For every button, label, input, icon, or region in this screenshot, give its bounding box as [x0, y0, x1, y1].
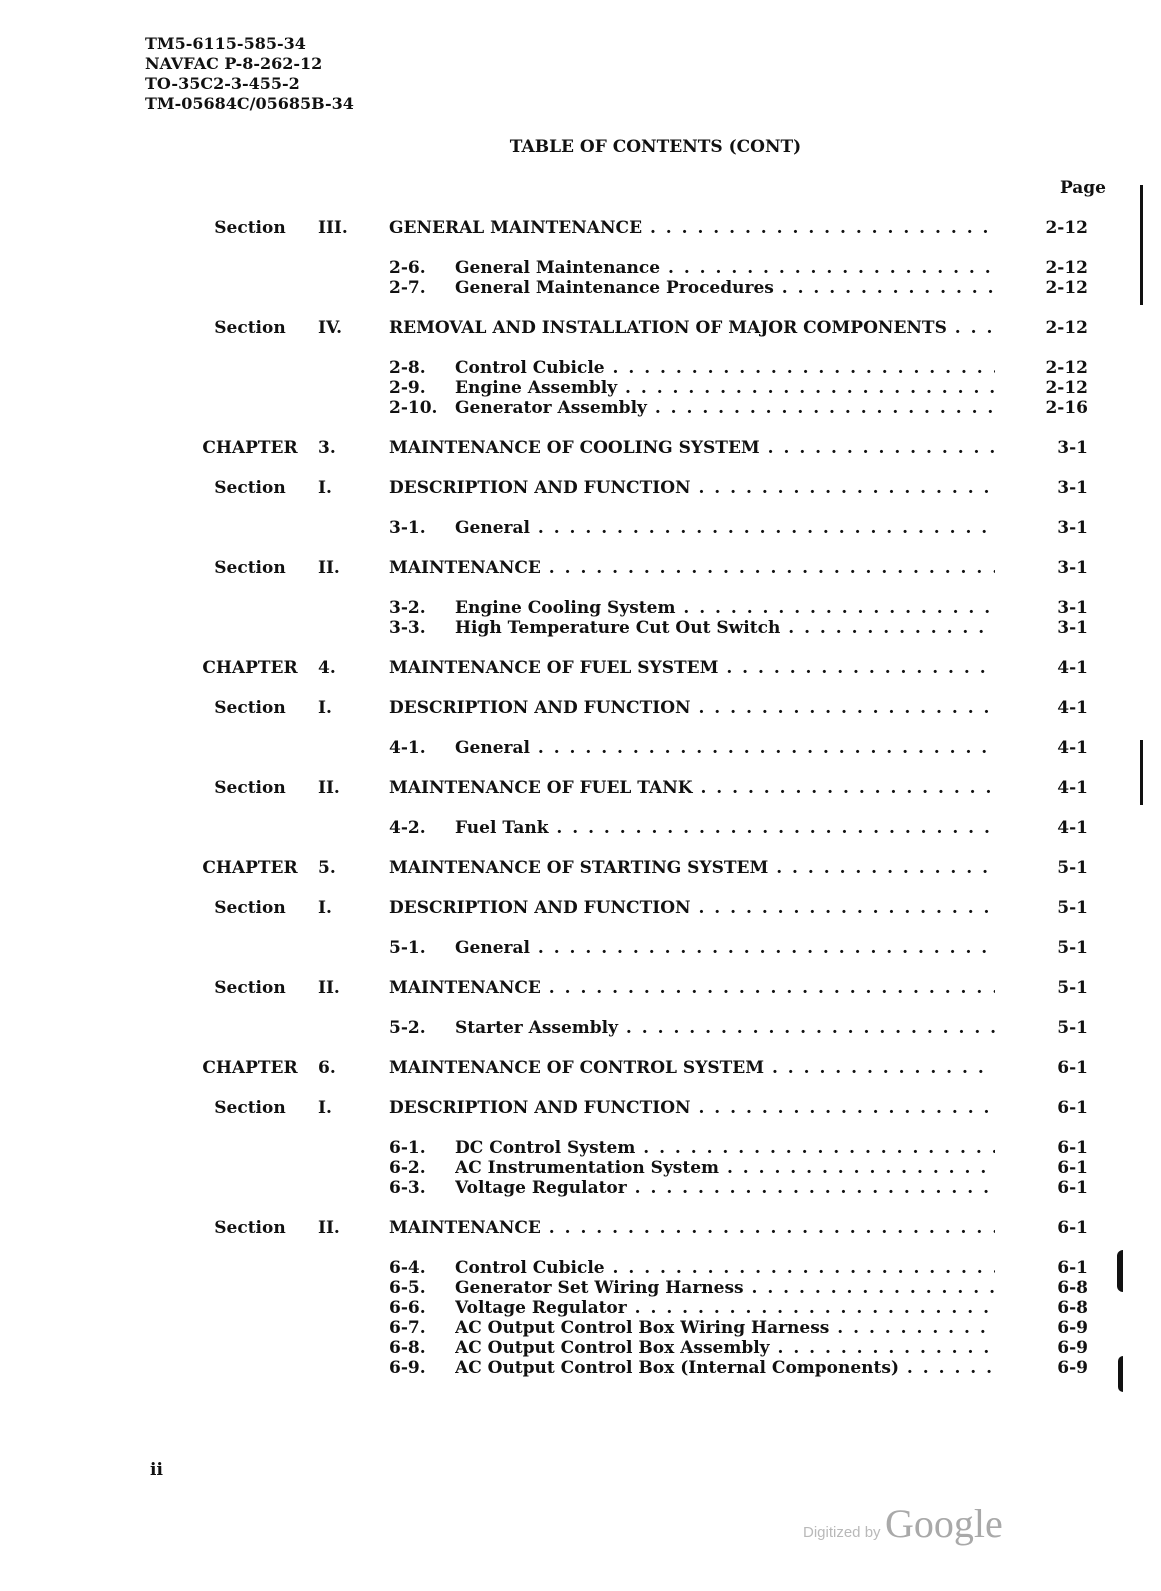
toc-section-row	[0, 978, 1161, 998]
toc-item-title: Engine Assembly . . .	[455, 378, 995, 398]
toc-page-ref: 5-1	[1057, 858, 1088, 878]
toc-item-row	[0, 1318, 1161, 1338]
toc-section-label: Section	[214, 478, 286, 498]
toc-item-title: AC Output Control Box (Internal Components) . . .	[455, 1358, 995, 1378]
toc-section-row	[0, 1098, 1161, 1118]
toc-item-title: Engine Cooling System . . .	[455, 598, 995, 618]
toc-page-ref: 6-9	[1057, 1338, 1088, 1358]
toc-page-ref: 3-1	[1057, 478, 1088, 498]
watermark-brand: Google	[885, 1501, 1003, 1546]
toc-section-label: Section	[214, 558, 286, 578]
toc-item-title: Control Cubicle . . .	[455, 358, 995, 378]
toc-item-number: 6-2.	[389, 1158, 426, 1178]
toc-item-number: 6-3.	[389, 1178, 426, 1198]
toc-section-title: DESCRIPTION AND FUNCTION . . .	[389, 1098, 995, 1118]
toc-item-row	[0, 618, 1161, 638]
toc-page-ref: 6-9	[1057, 1318, 1088, 1338]
toc-page-ref: 4-1	[1057, 818, 1088, 838]
toc-item-row	[0, 518, 1161, 538]
toc-page-ref: 6-1	[1057, 1138, 1088, 1158]
toc-section-label: Section	[214, 1098, 286, 1118]
toc-item-row	[0, 1258, 1161, 1278]
toc-page-ref: 4-1	[1057, 738, 1088, 758]
toc-section-label: Section	[214, 218, 286, 238]
toc-section-label: Section	[214, 698, 286, 718]
toc-item-number: 2-8.	[389, 358, 426, 378]
toc-page-ref: 4-1	[1057, 658, 1088, 678]
toc-page-ref: 6-1	[1057, 1098, 1088, 1118]
toc-item-row	[0, 1158, 1161, 1178]
toc-page-ref: 2-12	[1045, 258, 1088, 278]
toc-section-title: DESCRIPTION AND FUNCTION . . .	[389, 478, 995, 498]
toc-item-number: 5-2.	[389, 1018, 426, 1038]
toc-item-number: 5-1.	[389, 938, 426, 958]
digitized-watermark	[803, 1500, 1003, 1547]
toc-section-label: Section	[214, 1218, 286, 1238]
toc-page-ref: 3-1	[1057, 438, 1088, 458]
doc-id-line: TM-05684C/05685B-34	[145, 94, 354, 113]
toc-item-title: Fuel Tank . . .	[455, 818, 995, 838]
toc-item-number: 6-6.	[389, 1298, 426, 1318]
toc-section-row	[0, 1218, 1161, 1238]
toc-section-number: I.	[318, 898, 332, 918]
toc-page-ref: 2-12	[1045, 218, 1088, 238]
toc-section-label: Section	[214, 318, 286, 338]
toc-page-ref: 2-12	[1045, 358, 1088, 378]
toc-section-row	[0, 318, 1161, 338]
toc-chapter-row	[0, 438, 1161, 458]
toc-section-number: II.	[318, 1218, 340, 1238]
toc-page-ref: 3-1	[1057, 518, 1088, 538]
toc-chapter-number: 3.	[318, 438, 336, 458]
toc-item-row	[0, 1358, 1161, 1378]
toc-section-title: MAINTENANCE . . .	[389, 978, 995, 998]
toc-item-number: 6-5.	[389, 1278, 426, 1298]
toc-chapter-label: CHAPTER	[202, 438, 298, 458]
toc-page-ref: 2-12	[1045, 318, 1088, 338]
toc-chapter-row	[0, 858, 1161, 878]
toc-item-title: General . . .	[455, 938, 995, 958]
toc-item-row	[0, 258, 1161, 278]
toc-section-number: IV.	[318, 318, 343, 338]
toc-item-number: 2-7.	[389, 278, 426, 298]
toc-chapter-row	[0, 1058, 1161, 1078]
toc-item-number: 4-1.	[389, 738, 426, 758]
toc-chapter-title: MAINTENANCE OF STARTING SYSTEM . . .	[389, 858, 995, 878]
toc-item-number: 4-2.	[389, 818, 426, 838]
footer-page-number: ii	[150, 1460, 163, 1480]
toc-section-label: Section	[214, 898, 286, 918]
toc-item-number: 6-8.	[389, 1338, 426, 1358]
toc-item-title: Generator Set Wiring Harness . . .	[455, 1278, 995, 1298]
toc-item-row	[0, 358, 1161, 378]
toc-page-ref: 6-1	[1057, 1178, 1088, 1198]
toc-page-ref: 6-1	[1057, 1218, 1088, 1238]
scan-edge-mark	[1118, 1356, 1123, 1392]
toc-section-row	[0, 558, 1161, 578]
toc-item-row	[0, 1298, 1161, 1318]
toc-item-number: 6-9.	[389, 1358, 426, 1378]
toc-item-title: AC Instrumentation System . . .	[455, 1158, 995, 1178]
toc-chapter-row	[0, 658, 1161, 678]
toc-item-title: General Maintenance Procedures . . .	[455, 278, 995, 298]
toc-item-row	[0, 1338, 1161, 1358]
toc-section-label: Section	[214, 978, 286, 998]
toc-item-row	[0, 738, 1161, 758]
doc-id-line: TM5-6115-585-34	[145, 34, 306, 53]
toc-chapter-number: 6.	[318, 1058, 336, 1078]
toc-chapter-label: CHAPTER	[202, 658, 298, 678]
toc-page-ref: 6-1	[1057, 1158, 1088, 1178]
document-id-block	[145, 34, 354, 114]
toc-page-ref: 3-1	[1057, 618, 1088, 638]
toc-item-number: 6-4.	[389, 1258, 426, 1278]
toc-item-row	[0, 1278, 1161, 1298]
toc-item-title: AC Output Control Box Assembly . . .	[455, 1338, 995, 1358]
toc-item-title: Voltage Regulator . . .	[455, 1178, 995, 1198]
toc-section-number: I.	[318, 698, 332, 718]
toc-section-number: II.	[318, 778, 340, 798]
toc-item-title: Voltage Regulator . . .	[455, 1298, 995, 1318]
toc-chapter-number: 5.	[318, 858, 336, 878]
toc-item-row	[0, 378, 1161, 398]
toc-item-title: General . . .	[455, 738, 995, 758]
toc-item-title: Control Cubicle . . .	[455, 1258, 995, 1278]
toc-section-number: I.	[318, 478, 332, 498]
watermark-prefix: Digitized by	[803, 1524, 881, 1541]
toc-item-title: Starter Assembly . . .	[455, 1018, 995, 1038]
toc-section-title: DESCRIPTION AND FUNCTION . . .	[389, 898, 995, 918]
toc-page-ref: 5-1	[1057, 898, 1088, 918]
toc-section-row	[0, 698, 1161, 718]
toc-chapter-label: CHAPTER	[202, 1058, 298, 1078]
toc-item-number: 2-6.	[389, 258, 426, 278]
toc-page-ref: 6-8	[1057, 1278, 1088, 1298]
toc-page-ref: 2-12	[1045, 378, 1088, 398]
toc-item-row	[0, 1178, 1161, 1198]
toc-chapter-title: MAINTENANCE OF COOLING SYSTEM . . .	[389, 438, 995, 458]
toc-item-title: High Temperature Cut Out Switch . . .	[455, 618, 995, 638]
toc-section-title: MAINTENANCE . . .	[389, 1218, 995, 1238]
toc-section-label: Section	[214, 778, 286, 798]
scan-edge-mark	[1140, 185, 1143, 305]
toc-item-row	[0, 1018, 1161, 1038]
toc-chapter-title: MAINTENANCE OF FUEL SYSTEM . . .	[389, 658, 995, 678]
toc-item-number: 3-3.	[389, 618, 426, 638]
toc-section-title: GENERAL MAINTENANCE . . .	[389, 218, 995, 238]
toc-section-row	[0, 218, 1161, 238]
toc-item-number: 6-7.	[389, 1318, 426, 1338]
toc-section-title: MAINTENANCE OF FUEL TANK . . .	[389, 778, 995, 798]
toc-item-number: 3-1.	[389, 518, 426, 538]
toc-section-title: MAINTENANCE . . .	[389, 558, 995, 578]
toc-chapter-number: 4.	[318, 658, 336, 678]
toc-page-ref: 6-9	[1057, 1358, 1088, 1378]
toc-section-number: II.	[318, 978, 340, 998]
scan-edge-mark	[1140, 740, 1143, 805]
toc-page-ref: 2-16	[1045, 398, 1088, 418]
toc-item-row	[0, 1138, 1161, 1158]
toc-item-number: 2-9.	[389, 378, 426, 398]
toc-item-title: General . . .	[455, 518, 995, 538]
toc-page-ref: 3-1	[1057, 558, 1088, 578]
toc-chapter-title: MAINTENANCE OF CONTROL SYSTEM . . .	[389, 1058, 995, 1078]
toc-section-title: DESCRIPTION AND FUNCTION . . .	[389, 698, 995, 718]
toc-page-ref: 6-8	[1057, 1298, 1088, 1318]
toc-item-row	[0, 818, 1161, 838]
toc-item-row	[0, 398, 1161, 418]
toc-section-row	[0, 478, 1161, 498]
toc-item-row	[0, 598, 1161, 618]
doc-id-line: TO-35C2-3-455-2	[145, 74, 300, 93]
toc-item-title: General Maintenance . . .	[455, 258, 995, 278]
toc-page-ref: 3-1	[1057, 598, 1088, 618]
toc-item-title: AC Output Control Box Wiring Harness . . .	[455, 1318, 995, 1338]
toc-section-number: III.	[318, 218, 348, 238]
toc-item-row	[0, 278, 1161, 298]
toc-page-ref: 2-12	[1045, 278, 1088, 298]
toc-section-number: II.	[318, 558, 340, 578]
toc-chapter-label: CHAPTER	[202, 858, 298, 878]
toc-section-number: I.	[318, 1098, 332, 1118]
toc-page-ref: 5-1	[1057, 1018, 1088, 1038]
toc-page-ref: 6-1	[1057, 1258, 1088, 1278]
toc-page-ref: 5-1	[1057, 978, 1088, 998]
toc-section-row	[0, 898, 1161, 918]
toc-item-row	[0, 938, 1161, 958]
page-title: TABLE OF CONTENTS (CONT)	[509, 137, 802, 157]
toc-page-ref: 6-1	[1057, 1058, 1088, 1078]
toc-page-ref: 4-1	[1057, 778, 1088, 798]
toc-item-title: DC Control System . . .	[455, 1138, 995, 1158]
toc-section-row	[0, 778, 1161, 798]
toc-item-number: 6-1.	[389, 1138, 426, 1158]
toc-section-title: REMOVAL AND INSTALLATION OF MAJOR COMPONENTS . . .	[389, 318, 995, 338]
toc-page-ref: 4-1	[1057, 698, 1088, 718]
toc-item-number: 2-10.	[389, 398, 438, 418]
page-column-heading: Page	[1059, 178, 1106, 198]
scan-edge-mark	[1117, 1250, 1123, 1292]
toc-item-number: 3-2.	[389, 598, 426, 618]
toc-page-ref: 5-1	[1057, 938, 1088, 958]
doc-id-line: NAVFAC P-8-262-12	[145, 54, 323, 73]
toc-item-title: Generator Assembly . . .	[455, 398, 995, 418]
